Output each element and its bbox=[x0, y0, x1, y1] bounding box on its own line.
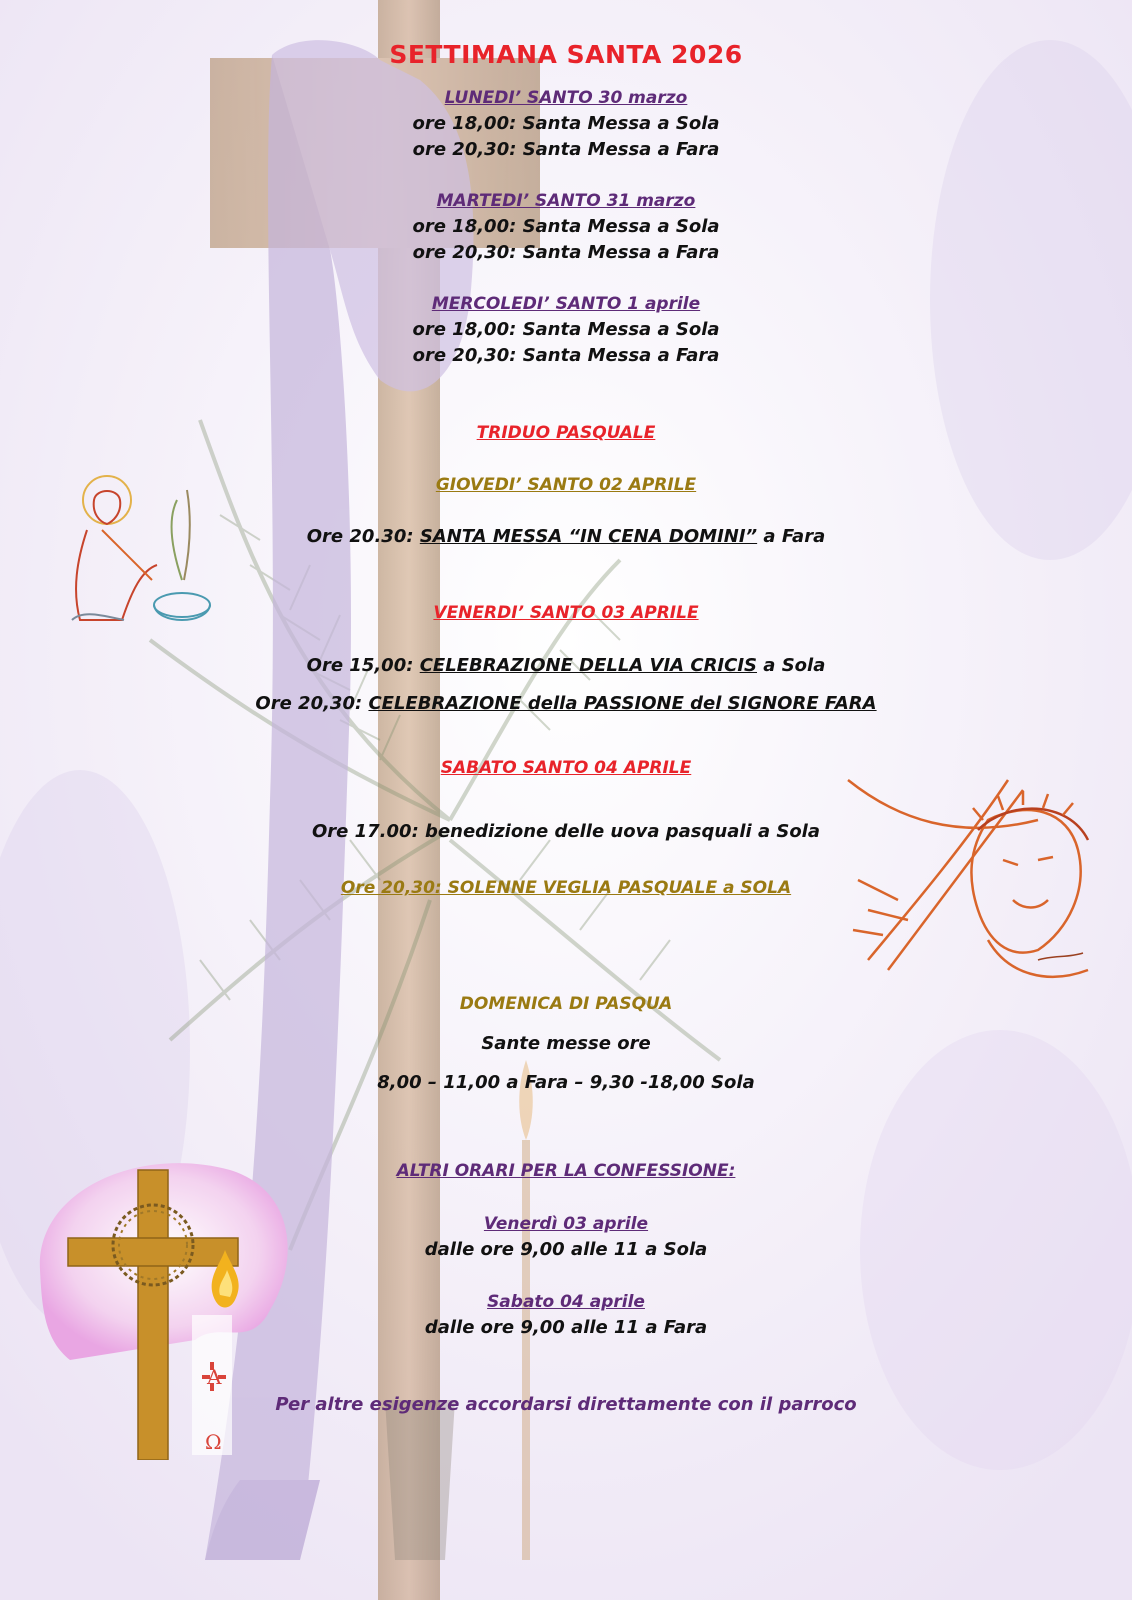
wednesday-mass-1: ore 18,00: Santa Messa a Sola bbox=[412, 319, 720, 340]
tuesday-heading: MARTEDI’ SANTO 31 marzo bbox=[436, 191, 696, 211]
tuesday-mass-1: ore 18,00: Santa Messa a Sola bbox=[412, 216, 720, 237]
friday-event-2: CELEBRAZIONE della PASSIONE del SIGNORE FARA bbox=[368, 693, 877, 714]
monday-mass-2: ore 20,30: Santa Messa a Fara bbox=[412, 139, 720, 160]
saturday-vigil: Ore 20,30: SOLENNE VEGLIA PASQUALE a SOLA bbox=[340, 878, 792, 898]
saturday-blessing: Ore 17.00: benedizione delle uova pasquali a Sola bbox=[311, 821, 821, 842]
thursday-mass bbox=[0, 528, 1132, 546]
triduo-heading: TRIDUO PASQUALE bbox=[476, 423, 656, 443]
thursday-place: a Fara bbox=[757, 526, 826, 547]
easter-heading: DOMENICA DI PASQUA bbox=[459, 994, 673, 1014]
thursday-heading: GIOVEDI’ SANTO 02 APRILE bbox=[435, 475, 697, 495]
alpha-symbol: A bbox=[207, 1365, 222, 1389]
saturday-heading: SABATO SANTO 04 APRILE bbox=[440, 758, 692, 778]
confession-day-1: Venerdì 03 aprile bbox=[483, 1214, 649, 1234]
friday-passion bbox=[0, 695, 1132, 713]
omega-symbol: Ω bbox=[205, 1430, 222, 1454]
monday-mass-1: ore 18,00: Santa Messa a Sola bbox=[412, 113, 720, 134]
confession-day-2: Sabato 04 aprile bbox=[487, 1292, 645, 1312]
wednesday-heading: MERCOLEDI’ SANTO 1 aprile bbox=[431, 294, 701, 314]
friday-heading: VENERDI’ SANTO 03 APRILE bbox=[433, 603, 699, 623]
wednesday-mass-2: ore 20,30: Santa Messa a Fara bbox=[412, 345, 720, 366]
tuesday-mass-2: ore 20,30: Santa Messa a Fara bbox=[412, 242, 720, 263]
confession-heading: ALTRI ORARI PER LA CONFESSIONE: bbox=[396, 1161, 736, 1181]
friday-place-1: a Sola bbox=[757, 655, 826, 676]
friday-time-1: Ore 15,00: bbox=[306, 655, 420, 676]
friday-event-1: CELEBRAZIONE DELLA VIA CRICIS bbox=[419, 655, 758, 676]
thursday-event: SANTA MESSA “IN CENA DOMINI” bbox=[419, 526, 758, 547]
confession-time-2: dalle ore 9,00 alle 11 a Fara bbox=[424, 1317, 708, 1338]
page-title: SETTIMANA SANTA 2026 bbox=[389, 40, 743, 69]
easter-masses-times: 8,00 – 11,00 a Fara – 9,30 -18,00 Sola bbox=[377, 1072, 755, 1093]
thursday-time: Ore 20.30: bbox=[306, 526, 420, 547]
monday-heading: LUNEDI’ SANTO 30 marzo bbox=[444, 88, 688, 108]
footer-note: Per altre esigenze accordarsi direttamente con il parroco bbox=[275, 1394, 857, 1415]
confession-time-1: dalle ore 9,00 alle 11 a Sola bbox=[424, 1239, 708, 1260]
friday-time-2: Ore 20,30: bbox=[255, 693, 369, 714]
friday-via-crucis bbox=[0, 657, 1132, 675]
easter-masses-label: Sante messe ore bbox=[481, 1033, 651, 1054]
